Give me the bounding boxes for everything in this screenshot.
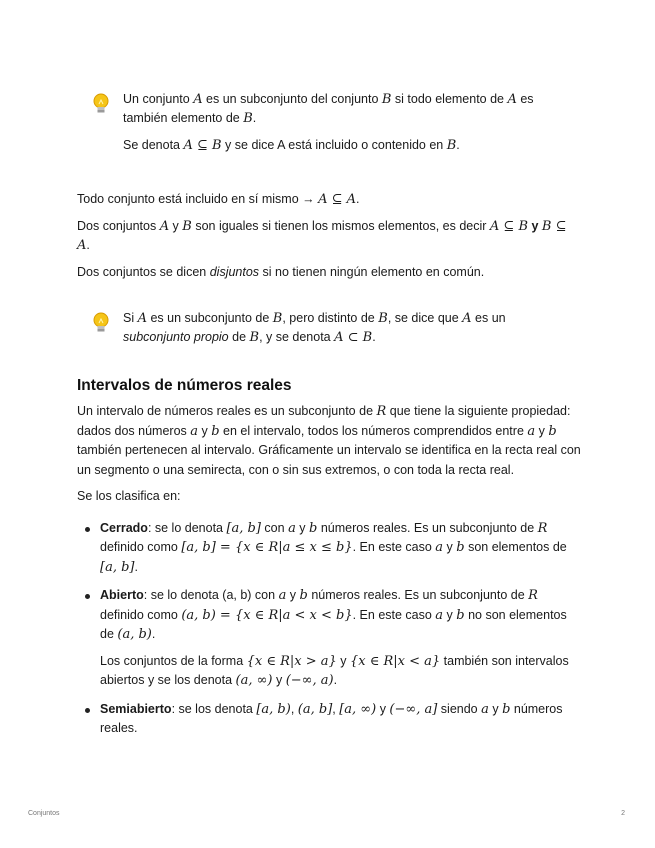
lightbulb-icon	[91, 311, 111, 335]
paragraph: Se los clasifica en:	[77, 489, 181, 503]
page-number: 2	[621, 810, 625, 817]
callout-text: Si A es un subconjunto de B, pero distinto de B, se dice que A es un subconjunto propio de B, y se denota A ⊂ B.	[123, 311, 506, 345]
intervals-section	[77, 402, 582, 748]
lightbulb-icon	[91, 92, 111, 116]
paragraph: Todo conjunto está incluido en sí mismo → A ⊆ A.	[77, 192, 360, 207]
callout-subset-definition	[91, 90, 571, 155]
footer-title: Conjuntos	[28, 810, 60, 817]
list-item: Cerrado: se lo denota [a, b] con a y b números reales. Es un subconjunto de R definido como [a, b] = {x ∈ R|a ≤ x ≤ b}. En este caso a y b son elementos de [a, b].	[77, 519, 582, 578]
callout-proper-subset	[91, 309, 571, 347]
paragraph: Dos conjuntos se dicen disjuntos si no tienen ningún elemento en común.	[77, 264, 485, 279]
paragraph: Dos conjuntos A y B son iguales si tienen los mismos elementos, es decir A ⊆ B y B ⊆ A.	[77, 218, 567, 253]
interval-types-list	[77, 519, 582, 739]
callout-text: Un conjunto A es un subconjunto del conjunto B si todo elemento de A es también elemento de B.	[123, 92, 534, 126]
list-item: Abierto: se lo denota (a, b) con a y b números reales. Es un subconjunto de R definido como (a, b) = {x ∈ R|a < x < b}. En este caso a y b no son elementos de (a, b). Los conjuntos de la forma {x ∈ R|x > a} y {x ∈ R|x < a} también son intervalos abiertos y se los denota (a, ∞) y (−∞, a).	[77, 586, 582, 691]
callout-text: Se denota A ⊆ B y se dice A está incluido o contenido en B.	[123, 138, 460, 153]
paragraph: Un intervalo de números reales es un subconjunto de R que tiene la siguiente propiedad: dados dos números a y b en el intervalo, todos los números comprendidos entre a y b también pertenecen al intervalo. Gráficamente un intervalo se identifica en la recta real con un segmento o una semirecta, con o sin sus extremos, o con toda la recta real.	[77, 404, 581, 477]
section-title: Intervalos de números reales	[77, 377, 292, 394]
list-item: Semiabierto: se los denota [a, b), (a, b], [a, ∞) y (−∞, a] siendo a y b números reales.	[77, 700, 582, 739]
subset-properties	[77, 190, 582, 289]
